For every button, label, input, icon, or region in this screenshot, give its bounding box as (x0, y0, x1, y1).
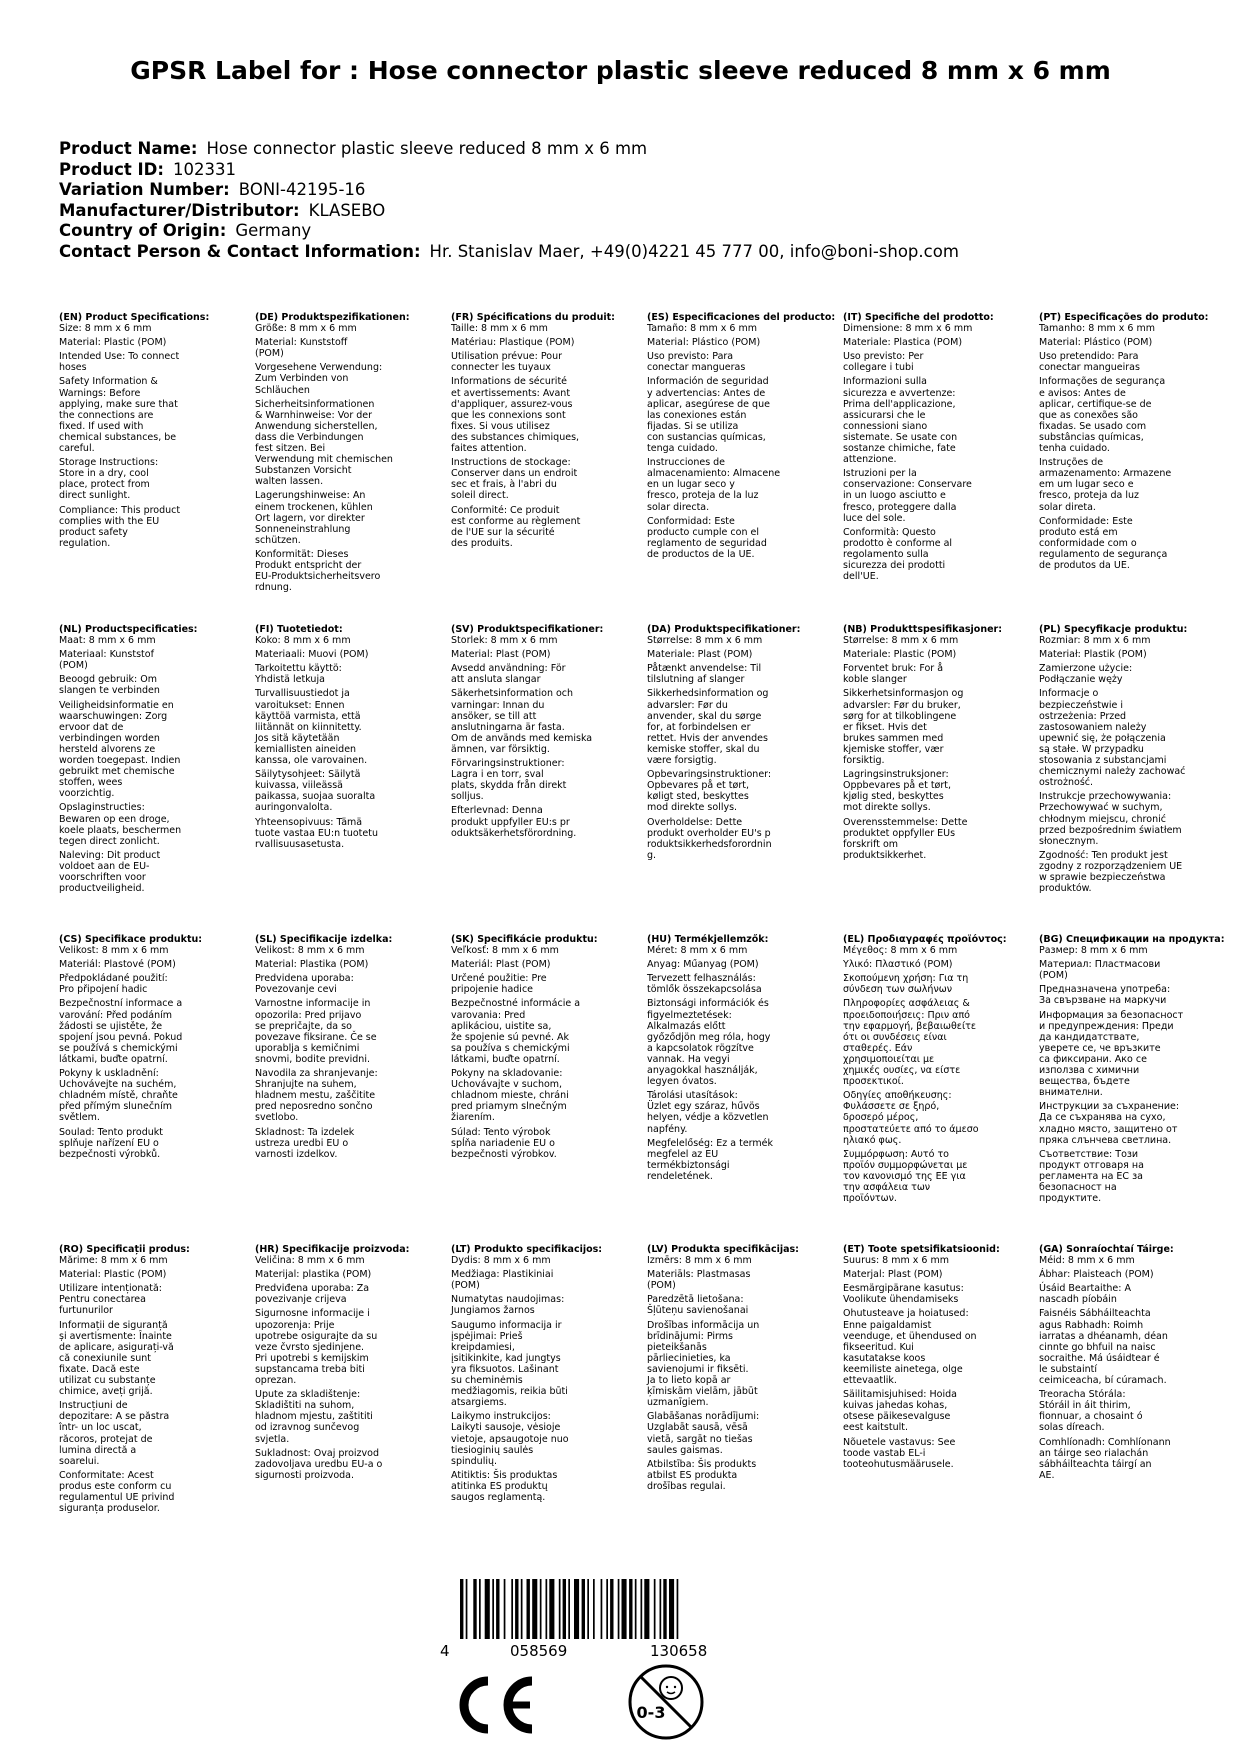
spec-line: Opslaginstructies: Bewaren op een droge, koele plaats, beschermen tegen direct zonlicht. (59, 802, 182, 847)
spec-block-header: (SV) Produktspecifikationer: (451, 624, 604, 635)
spec-line: Paredzētā lietošana: Šļūteņu savienošanai (647, 1294, 749, 1317)
spec-line: Zgodność: Ten produkt jest zgodny z rozporządzeniem UE w sprawie bezpieczeństwa produktów. (1039, 849, 1183, 895)
spec-block-header: (FI) Tuotetiedot: (255, 624, 343, 635)
spec-line: Laikymo instrukcijos: Laikyti sausoje, vėsioje vietoje, apsaugotoje nuo tiesioginių saulės spindulių. (451, 1411, 569, 1467)
spec-line: Avsedd användning: För att ansluta slangar (451, 663, 566, 686)
spec-line: Инструкции за съхранение: Да се съхранява на сухо, хладно място, защитено от пряка слънчева светлина. (1039, 1101, 1180, 1146)
spec-line: Materijal: plastika (POM) (255, 1269, 372, 1281)
spec-line: Materiaali: Muovi (POM) (255, 649, 369, 661)
spec-line: Koko: 8 mm x 6 mm (255, 635, 351, 647)
spec-line: Biztonsági információk és figyelmeztetések: Alkalmazás előtt győződjön meg róla, hogy a kapcsolatok rögzítve vannak. Ha vegyi anyagokkal használják, legyen óvatos. (647, 998, 771, 1088)
spec-line: Size: 8 mm x 6 mm (59, 323, 152, 335)
spec-line: Instrucțiuni de depozitare: A se păstra într- un loc uscat, răcoros, protejat de lumina directă a soarelui. (59, 1400, 170, 1467)
spec-block-header: (BG) Спецификации на продукта: (1039, 934, 1225, 945)
spec-block (255, 934, 433, 1234)
spec-block-header: (HR) Specifikacije proizvoda: (255, 1244, 410, 1255)
spec-block (647, 312, 836, 612)
spec-line: Anyag: Műanyag (POM) (647, 959, 759, 971)
spec-block-header: (SK) Špecifikácie produktu: (451, 934, 598, 945)
spec-block (843, 1244, 1021, 1544)
info-row-manufacturer (59, 201, 959, 222)
spec-line: Conformità: Questo prodotto è conforme al regolamento sulla sicurezza dei prodotti dell'UE. (843, 526, 953, 583)
spec-line: Tamanho: 8 mm x 6 mm (1039, 323, 1156, 335)
spec-line: Информация за безопасност и предупреждения: Преди да кандидатствате, уверете се, че връзките са фиксирани. Ако се използва с химични вещества, бъдете внимателни. (1039, 1009, 1184, 1099)
spec-line: Informazioni sulla sicurezza e avvertenze: Prima dell'applicazione, assicurarsi che le connessioni siano sistemate. Se usate con sostanze chimiche, fate attenzione. (843, 376, 958, 466)
spec-line: Съответствие: Този продукт отговаря на регламента на ЕС за безопасност на продуктите. (1039, 1148, 1144, 1205)
spec-line: Eesmärgipärane kasutus: Voolikute ühendamiseks (843, 1283, 964, 1306)
spec-line: Varnostne informacije in opozorila: Pred prijavo se prepričajte, da so povezave fiksirane. Če se uporablja s kemičnimi snovmi, bodite previdni. (255, 998, 377, 1065)
spec-line: Ábhar: Plaisteach (POM) (1039, 1269, 1154, 1281)
spec-line: Påtænkt anvendelse: Til tilslutning af slanger (647, 663, 762, 686)
spec-block-header: (DE) Produktspezifikationen: (255, 312, 410, 323)
spec-line: Izmērs: 8 mm x 6 mm (647, 1255, 752, 1267)
spec-line: Intended Use: To connect hoses (59, 351, 180, 374)
info-row-contact (59, 242, 959, 263)
spec-line: Předpokládané použití: Pro připojení hadic (59, 973, 168, 996)
spec-line: Ohutusteave ja hoiatused: Enne paigaldamist veenduge, et ühendused on fikseeritud. Kui kasutatakse koos keemiliste ainetega, olge ettevaatlik. (843, 1308, 977, 1387)
spec-line: Conformidad: Este producto cumple con el reglamento de seguridad de productos de la UE. (647, 515, 767, 560)
spec-line: Sicherheitsinformationen & Warnhinweise: Vor der Anwendung sicherstellen, dass die Verbindungen fest sitzen. Bei Verwendung mit chemischen Substanzen Vorsicht walten lassen. (255, 398, 393, 488)
spec-line: Размер: 8 mm x 6 mm (1039, 945, 1148, 957)
spec-line: Materiale: Plast (POM) (647, 649, 753, 661)
ce-mark-icon (452, 1676, 538, 1734)
spec-block (843, 312, 1021, 612)
spec-line: Materiál: Plast (POM) (451, 959, 551, 971)
spec-line: Velikost: 8 mm x 6 mm (255, 945, 365, 957)
spec-block (255, 312, 433, 612)
info-label: Product ID: (59, 159, 164, 179)
spec-line: Upute za skladištenje: Skladištiti na suhom, hladnom mjestu, zaštititi od izravnog sunčevog svjetla. (255, 1389, 373, 1445)
spec-block-header: (ES) Especificaciones del producto: (647, 312, 836, 323)
spec-line: Materiale: Plastica (POM) (843, 337, 963, 349)
spec-line: Συμμόρφωση: Αυτό το προϊόν συμμορφώνεται με τον κανονισμό της ΕΕ για την ασφάλεια των προϊόντων. (843, 1148, 968, 1205)
spec-block-header: (HU) Termékjellemzők: (647, 934, 769, 945)
spec-line: Υλικό: Πλαστικό (POM) (843, 959, 953, 971)
spec-line: Rozmiar: 8 mm x 6 mm (1039, 635, 1151, 647)
spec-line: Veličina: 8 mm x 6 mm (255, 1255, 365, 1267)
spec-line: Instructions de stockage: Conserver dans un endroit sec et frais, à l'abri du soleil direct. (451, 457, 578, 502)
spec-line: Atitiktis: Šis produktas atitinka ES produktų saugos reglamentą. (451, 1469, 558, 1503)
age-range-label: 0-3 (636, 1703, 666, 1722)
info-value: 102331 (172, 159, 236, 179)
spec-line: Saugumo informacija ir įspėjimai: Prieš kreipdamiesi, įsitikinkite, kad jungtys yra fiksuotos. Lašinant su cheminėmis medžiagomis, reikia būti atsargiems. (451, 1319, 568, 1409)
spec-line: Overensstemmelse: Dette produktet oppfyller EUs forskrift om produktsikkerhet. (843, 816, 968, 861)
spec-block (1039, 312, 1217, 612)
info-value: KLASEBO (308, 200, 386, 220)
spec-line: Μέγεθος: 8 mm x 6 mm (843, 945, 958, 957)
spec-line: Материал: Пластмасови (POM) (1039, 959, 1161, 982)
spec-line: Suurus: 8 mm x 6 mm (843, 1255, 949, 1267)
spec-block-header: (EN) Product Specifications: (59, 312, 210, 323)
spec-line: Sikkerhetsinformasjon og advarsler: Før du bruker, sørg for at tilkoblingene er fikset. Hvis det brukes sammen med kjemiske stoffer, vær forsiktig. (843, 688, 964, 767)
spec-line: Størrelse: 8 mm x 6 mm (843, 635, 959, 647)
spec-line: Sigurnosne informacije i upozorenja: Prije upotrebe osigurajte da su veze čvrsto sjedinjene. Pri upotrebi s kemijskim supstancama treba biti oprezan. (255, 1308, 378, 1387)
spec-line: Bezpečnostní informace a varování: Před podáním žádosti se ujistěte, že spojení jsou pevná. Pokud se používá s chemickými látkami, buďte opatrní. (59, 998, 183, 1065)
info-row-country (59, 221, 959, 242)
spec-line: Úsáid Beartaithe: A nascadh píobáin (1039, 1283, 1131, 1306)
spec-block (647, 1244, 825, 1544)
spec-line: Méid: 8 mm x 6 mm (1039, 1255, 1135, 1267)
spec-line: Nõuetele vastavus: See toode vastab EL-i tooteohutusmäärusele. (843, 1436, 956, 1470)
spec-line: Instrukcje przechowywania: Przechowywać w suchym, chłodnym miejscu, chronić przed bezpośrednim światłem słonecznym. (1039, 791, 1182, 847)
spec-line: Säkerhetsinformation och varningar: Innan du ansöker, se till att anslutningarna är fasta. Om de används med kemiska ämnen, var försiktig. (451, 688, 593, 755)
spec-line: Vorgesehene Verwendung: Zum Verbinden von Schläuchen (255, 362, 383, 396)
spec-line: Conformitate: Acest produs este conform cu regulamentul UE privind siguranța produselor. (59, 1469, 175, 1515)
spec-line: Konformität: Dieses Produkt entspricht der EU-Produktsicherheitsvero rdnung. (255, 548, 381, 594)
spec-line: Safety Information & Warnings: Before applying, make sure that the connections are fixed. If used with chemical substances, be careful. (59, 376, 178, 455)
spec-block (451, 934, 629, 1234)
spec-block-header: (NB) Produkttspesifikasjoner: (843, 624, 1003, 635)
spec-line: Materiāls: Plastmasas (POM) (647, 1269, 751, 1292)
spec-line: Taille: 8 mm x 6 mm (451, 323, 548, 335)
spec-line: Conformidade: Este produto está em conformidade com o regulamento de segurança de produtos da UE. (1039, 515, 1168, 571)
spec-line: Overholdelse: Dette produkt overholder EU's p roduktsikkerhedsforordnin g. (647, 816, 772, 861)
info-row-product-id (59, 160, 959, 181)
spec-line: Atbilstība: Šis produkts atbilst ES produkta drošības regulai. (647, 1458, 757, 1492)
spec-line: Uso pretendido: Para conectar mangueiras (1039, 351, 1140, 374)
spec-block (647, 624, 825, 924)
spec-block (59, 934, 237, 1234)
spec-line: Dimensione: 8 mm x 6 mm (843, 323, 973, 335)
spec-line: Información de seguridad y advertencias: Antes de aplicar, asegúrese de que las conexiones están fijadas. Si se utiliza con sustancias químicas, tenga cuidado. (647, 376, 770, 455)
spec-line: Οδηγίες αποθήκευσης: Φυλάσσετε σε ξηρό, δροσερό μέρος, προστατεύετε από το άμεσο ηλιακό φως. (843, 1090, 979, 1146)
spec-block (59, 1244, 237, 1544)
spec-line: Größe: 8 mm x 6 mm (255, 323, 357, 335)
spec-line: Sikkerhedsinformation og advarsler: Før du anvender, skal du sørge for, at forbindelsen er rettet. Hvis der anvendes kemiske stoffer, skal du være forsigtig. (647, 688, 769, 767)
spec-block (843, 624, 1021, 924)
spec-block (255, 624, 433, 924)
spec-line: Informações de segurança e avisos: Antes de aplicar, certifique-se de que as conexões são fixadas. Se usado com substâncias químicas, tenha cuidado. (1039, 376, 1166, 455)
spec-line: Material: Plástico (POM) (1039, 337, 1153, 349)
spec-line: Zamierzone użycie: Podłączanie węży (1039, 663, 1133, 686)
spec-line: Beoogd gebruik: Om slangen te verbinden (59, 674, 160, 697)
spec-block-header: (LV) Produkta specifikācijas: (647, 1244, 799, 1255)
spec-line: Predvidena uporaba: Povezovanje cevi (255, 973, 354, 996)
spec-line: Tamaño: 8 mm x 6 mm (647, 323, 757, 335)
spec-block-header: (RO) Specificații produs: (59, 1244, 190, 1255)
spec-line: Comhlíonadh: Comhlíonann an táirge seo rialachán sábháilteachta táirgí an AE. (1039, 1436, 1171, 1481)
spec-line: Pokyny k uskladnění: Uchovávejte na suchém, chladném místě, chraňte před přímým slunečním světlem. (59, 1068, 178, 1124)
barcode-left-digits: 058569 (510, 1642, 568, 1660)
spec-line: Naleving: Dit product voldoet aan de EU- voorschriften voor productveiligheid. (59, 849, 161, 895)
spec-line: Material: Plastic (POM) (59, 337, 167, 349)
spec-line: Säilitamisjuhised: Hoida kuivas jahedas kohas, otsese päikesevalguse eest kaitstult. (843, 1389, 957, 1434)
spec-line: Uso previsto: Per collegare i tubi (843, 351, 924, 374)
spec-line: Glabāšanas norādījumi: Uzglabāt sausā, vēsā vietā, sargāt no tiešas saules gaismas. (647, 1411, 760, 1456)
spec-line: Materiale: Plastic (POM) (843, 649, 957, 661)
spec-line: Materiał: Plastik (POM) (1039, 649, 1147, 661)
spec-line: Méret: 8 mm x 6 mm (647, 945, 748, 957)
info-label: Variation Number: (59, 180, 230, 199)
spec-line: Faisnéis Sábháilteachta agus Rabhadh: Roimh iarratas a dhéanamh, déan cinnte go bhfuil na naisc socraithe. Má úsáidtear é le substaintí ceimiceacha, bí cúramach. (1039, 1308, 1168, 1387)
spec-line: Určené použitie: Pre pripojenie hadice (451, 973, 547, 996)
age-warning-icon (626, 1662, 706, 1742)
spec-block (59, 312, 237, 612)
spec-block-header: (DA) Produktspecifikationer: (647, 624, 801, 635)
info-value: Hose connector plastic sleeve reduced 8 mm x 6 mm (206, 139, 648, 158)
spec-line: Matériau: Plastique (POM) (451, 337, 575, 349)
info-value: BONI-42195-16 (238, 180, 366, 199)
spec-line: Förvaringsinstruktioner: Lagra i en torr, sval plats, skydda från direkt solljus. (451, 758, 567, 803)
spec-block-header: (PL) Specyfikacje produktu: (1039, 624, 1188, 635)
info-label: Product Name: (59, 139, 198, 158)
spec-line: Material: Plastic (POM) (59, 1269, 167, 1281)
spec-line: Tarkoitettu käyttö: Yhdistä letkuja (255, 663, 342, 686)
spec-block (1039, 934, 1225, 1234)
spec-line: Skladnost: Ta izdelek ustreza uredbi EU o varnosti izdelkov. (255, 1126, 355, 1160)
spec-line: Turvallisuustiedot ja varoitukset: Ennen käyttöä varmista, että liitännät on kiinnitetty. Jos sitä käytetään kemiallisten aineiden kanssa, ole varovainen. (255, 688, 368, 767)
spec-line: Velikost: 8 mm x 6 mm (59, 945, 169, 957)
spec-block-header: (SL) Specifikacije izdelka: (255, 934, 393, 945)
spec-line: Informations de sécurité et avertissements: Avant d'appliquer, assurez-vous que les connexions sont fixes. Si vous utilisez des substances chimiques, faites attention. (451, 376, 580, 455)
spec-line: Maat: 8 mm x 6 mm (59, 635, 156, 647)
info-label: Contact Person & Contact Information: (59, 241, 421, 261)
spec-block (451, 1244, 629, 1544)
spec-line: Instruções de armazenamento: Armazene em um lugar seco e fresco, proteja da luz solar direta. (1039, 457, 1172, 513)
spec-line: Veľkosť: 8 mm x 6 mm (451, 945, 559, 957)
spec-line: Opbevaringsinstruktioner: Opbevares på et tørt, køligt sted, beskyttes mod direkte sollys. (647, 769, 772, 814)
spec-line: Tervezett felhasználás: tömlők összekapcsolása (647, 973, 762, 996)
barcode-first-digit: 4 (440, 1642, 450, 1660)
spec-line: Storage Instructions: Store in a dry, cool place, protect from direct sunlight. (59, 457, 159, 502)
product-info (59, 139, 959, 262)
spec-line: Soulad: Tento produkt splňuje nařízení EU o bezpečnosti výrobků. (59, 1126, 164, 1160)
spec-line: Utilizare intenționată: Pentru conectarea furtunurilor (59, 1283, 162, 1317)
spec-block-header: (GA) Sonraíochtaí Táirge: (1039, 1244, 1174, 1255)
spec-line: Sukladnost: Ovaj proizvod zadovoljava uredbu EU-a o sigurnosti proizvoda. (255, 1447, 383, 1481)
spec-line: Mărime: 8 mm x 6 mm (59, 1255, 168, 1267)
spec-line: Materiál: Plastové (POM) (59, 959, 176, 971)
spec-line: Numatytas naudojimas: Jungiamos žarnos (451, 1294, 565, 1317)
spec-block-header: (ET) Toote spetsifikatsioonid: (843, 1244, 1000, 1255)
spec-line: Предназначена употреба: За свързване на маркучи (1039, 984, 1171, 1007)
spec-block-header: (FR) Spécifications du produit: (451, 312, 615, 323)
spec-block (843, 934, 1021, 1234)
spec-line: Treoracha Stórála: Stóráil in áit thirim, fionnuar, a chosaint ó solas díreach. (1039, 1389, 1143, 1434)
info-value: Germany (235, 221, 312, 240)
spec-line: Bezpečnostné informácie a varovania: Pred aplikáciou, uistite sa, že spojenie sú pevné. Ak sa používa s chemickými látkami, buďte opatrní. (451, 998, 581, 1065)
info-row-variation-number (59, 180, 959, 201)
page-title: GPSR Label for : Hose connector plastic sleeve reduced 8 mm x 6 mm (130, 56, 1111, 85)
spec-line: Material: Kunststoff (POM) (255, 337, 348, 360)
spec-line: Medžiaga: Plastikiniai (POM) (451, 1269, 554, 1292)
spec-line: Megfelelőség: Ez a termék megfelel az EU termékbiztonsági rendeletének. (647, 1137, 774, 1182)
spec-block (255, 1244, 433, 1544)
spec-line: Drošības informācija un brīdinājumi: Pirms pieteikšanās pārliecinieties, ka savienojumi ir fiksēti. Ja to lieto kopā ar ķīmiskām vielām, jābūt uzmanīgiem. (647, 1319, 760, 1409)
spec-block-header: (NL) Productspecificaties: (59, 624, 198, 635)
spec-line: Veiligheidsinformatie en waarschuwingen: Zorg ervoor dat de verbindingen worden hersteld alvorens ze worden toegepast. Indien gebruikt met chemische stoffen, wees voorzichtig. (59, 699, 181, 800)
spec-line: Πληροφορίες ασφάλειας & προειδοποιήσεις: Πριν από την εφαρμογή, βεβαιωθείτε ότι οι συνδέσεις είναι σταθερές. Εάν χρησιμοποιείται με χημικές ουσίες, να είστε προσεκτικοί. (843, 998, 977, 1088)
spec-line: Pokyny na skladovanie: Uchovávajte v suchom, chladnom mieste, chráni pred priamym slnečným žiarením. (451, 1068, 569, 1124)
spec-line: Material: Plast (POM) (451, 649, 551, 661)
spec-line: Størrelse: 8 mm x 6 mm (647, 635, 763, 647)
spec-block (647, 934, 825, 1234)
spec-line: Navodila za shranjevanje: Shranjujte na suhem, hladnem mestu, zaščitite pred neposredno sončno svetlobo. (255, 1068, 378, 1124)
spec-block (451, 312, 629, 612)
barcode-right-digits: 130658 (650, 1642, 708, 1660)
spec-line: Efterlevnad: Denna produkt uppfyller EU:s pr oduktsäkerhetsförordning. (451, 805, 577, 839)
spec-block-header: (LT) Produkto specifikacijos: (451, 1244, 603, 1255)
spec-line: Istruzioni per la conservazione: Conservare in un luogo asciutto e fresco, proteggere dalla luce del sole. (843, 468, 972, 524)
spec-block (1039, 624, 1217, 924)
info-row-product-name (59, 139, 959, 160)
spec-block (59, 624, 237, 924)
spec-line: Storlek: 8 mm x 6 mm (451, 635, 558, 647)
spec-block (451, 624, 629, 924)
spec-block (1039, 1244, 1217, 1544)
info-value: Hr. Stanislav Maer, +49(0)4221 45 777 00, info@boni-shop.com (429, 241, 959, 261)
spec-block-header: (IT) Specifiche del prodotto: (843, 312, 994, 323)
spec-line: Súlad: Tento výrobok spĺňa nariadenie EU o bezpečnosti výrobkov. (451, 1126, 557, 1160)
spec-line: Informații de siguranță și avertismente: Înainte de aplicare, asigurați-vă că conexiunile sunt fixate. Dacă este utilizat cu substanțe chimice, aveți grijă. (59, 1319, 174, 1398)
spec-block-header: (CS) Specifikace produktu: (59, 934, 203, 945)
spec-block-header: (EL) Προδιαγραφές προϊόντος: (843, 934, 1007, 945)
spec-line: Material: Plastika (POM) (255, 959, 369, 971)
spec-line: Forventet bruk: For å koble slanger (843, 663, 944, 686)
spec-line: Σκοπούμενη χρήση: Για τη σύνδεση των σωλήνων (843, 973, 969, 996)
spec-line: Conformité: Ce produit est conforme au règlement de l'UE sur la sécurité des produits. (451, 504, 581, 549)
spec-line: Informacje o bezpieczeństwie i ostrzeżenia: Przed zastosowaniem należy upewnić się, że połączenia są stałe. W przypadku stosowania z substancjami chemicznymi należy zachować ostrożność. (1039, 688, 1186, 789)
info-label: Country of Origin: (59, 221, 227, 240)
spec-block-header: (PT) Especificações do produto: (1039, 312, 1209, 323)
spec-line: Tárolási utasítások: Üzlet egy száraz, hűvös helyen, védje a közvetlen napfény. (647, 1090, 769, 1135)
spec-line: Yhteensopivuus: Tämä tuote vastaa EU:n tuotetu rvallisuusasetusta. (255, 816, 378, 850)
spec-line: Lagringsinstruksjoner: Oppbevares på et tørt, kjølig sted, beskyttes mot direkte sollys. (843, 769, 952, 814)
spec-line: Compliance: This product complies with the EU product safety regulation. (59, 504, 181, 549)
barcode-icon (440, 1579, 750, 1639)
spec-line: Instrucciones de almacenamiento: Almacene en un lugar seco y fresco, proteja de la luz solar directa. (647, 457, 781, 513)
spec-line: Materjal: Plast (POM) (843, 1269, 943, 1281)
spec-line: Predviđena uporaba: Za povezivanje crijeva (255, 1283, 370, 1306)
spec-line: Lagerungshinweise: An einem trockenen, kühlen Ort lagern, vor direkter Sonneneinstrahlung schützen. (255, 490, 373, 546)
spec-line: Utilisation prévue: Pour connecter les tuyaux (451, 351, 562, 374)
spec-line: Uso previsto: Para conectar mangueras (647, 351, 746, 374)
spec-line: Säilytysohjeet: Säilytä kuivassa, viileässä paikassa, suojaa suoralta auringonvalolta. (255, 769, 376, 814)
spec-line: Material: Plástico (POM) (647, 337, 761, 349)
spec-line: Dydis: 8 mm x 6 mm (451, 1255, 551, 1267)
info-label: Manufacturer/Distributor: (59, 200, 300, 220)
spec-line: Materiaal: Kunststof (POM) (59, 649, 154, 672)
